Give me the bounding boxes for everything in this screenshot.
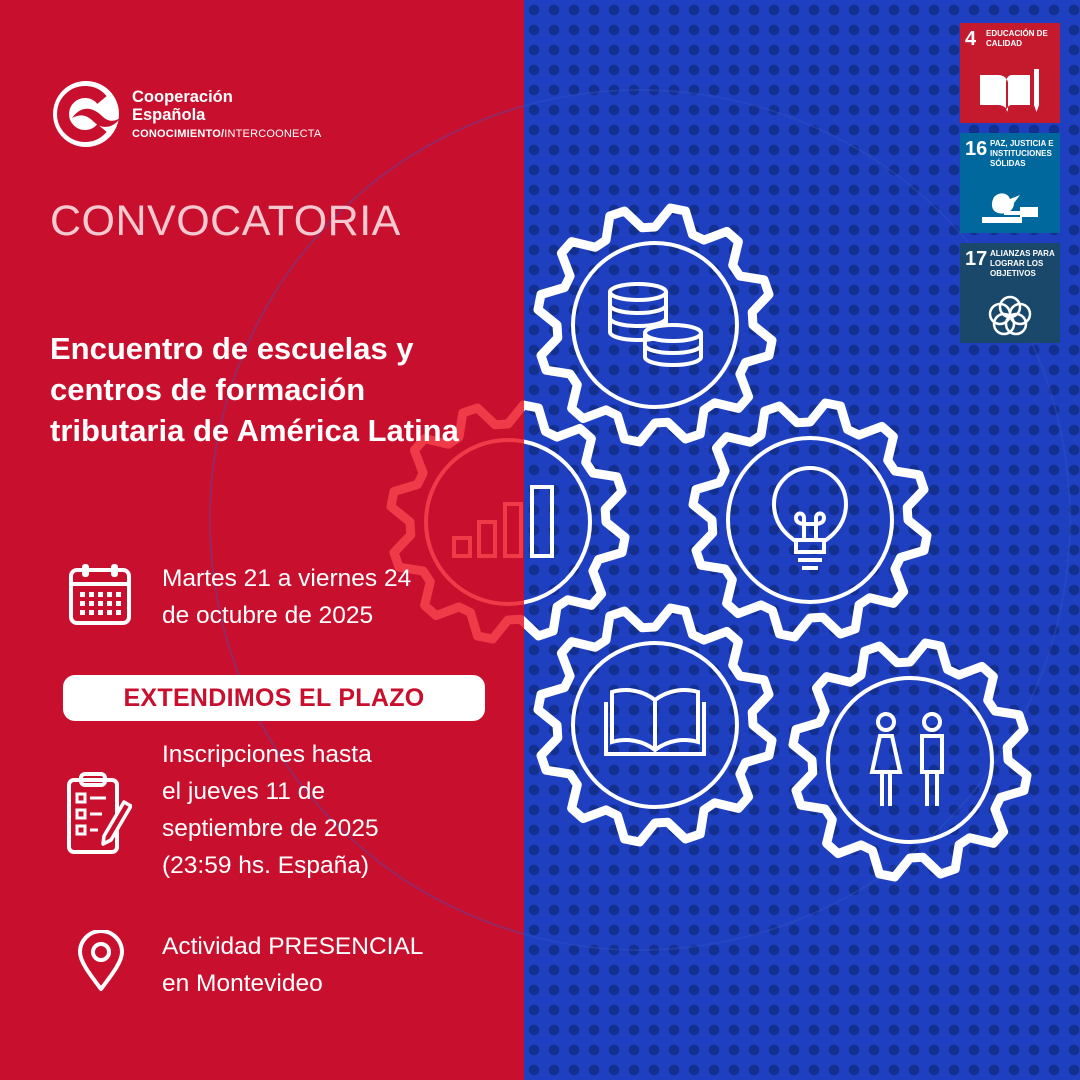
- logo-name-line1: Cooperación: [132, 87, 233, 106]
- sdg-16-badge: [960, 133, 1060, 233]
- cooperacion-espanola-logo: [50, 78, 321, 150]
- open-book-icon: [606, 690, 704, 754]
- event-dates-line2: de octubre de 2025: [162, 602, 374, 629]
- event-title: Encuentro de escuelas y centros de formación tributaria de América Latina: [50, 331, 459, 448]
- logo-sub-regular: INTERCOONECTA: [224, 128, 322, 141]
- calendar-icon: [68, 562, 132, 626]
- registration-line4: (23:59 hs. España): [162, 852, 370, 879]
- coins-icon: [610, 284, 701, 365]
- rings-icon: [974, 293, 1046, 337]
- location-line2: en Montevideo: [162, 970, 323, 997]
- lightbulb-icon: [774, 468, 846, 568]
- registration-line2: el jueves 11 de: [162, 778, 325, 805]
- registration-line3: septiembre de 2025: [162, 815, 379, 842]
- people-gear: [793, 643, 1027, 877]
- registration-deadline: [162, 736, 379, 884]
- sdg-17-number: 17: [965, 248, 988, 270]
- clipboard-icon: [66, 770, 132, 856]
- book-pencil-icon: [974, 65, 1046, 117]
- sdg-17-badge: [960, 243, 1060, 343]
- coins-gear: [538, 208, 772, 442]
- sdg-16-label: PAZ, JUSTICIA E INSTITUCIONES SÓLIDAS: [990, 139, 1054, 168]
- people-icon: [872, 714, 942, 806]
- dove-gavel-icon: [974, 183, 1046, 227]
- logo-name-line2: Española: [132, 105, 206, 124]
- logo-subtitle: [132, 128, 321, 140]
- deadline-extended-badge: EXTENDIMOS EL PLAZO: [63, 675, 485, 721]
- sdg-4-badge: [960, 23, 1060, 123]
- sdg-4-number: 4: [965, 28, 977, 50]
- registration-line1: Inscripciones hasta: [162, 741, 372, 768]
- logo-mark-icon: [50, 78, 122, 150]
- page-heading: CONVOCATORIA: [50, 197, 401, 245]
- book-gear: [538, 608, 772, 842]
- logo-wordmark: [132, 88, 321, 140]
- sdg-17-label: ALIANZAS PARA LOGRAR LOS OBJETIVOS: [990, 249, 1055, 278]
- logo-sub-bold: CONOCIMIENTO/: [132, 128, 225, 141]
- location-pin-icon: [76, 930, 126, 992]
- location-line1: Actividad PRESENCIAL: [162, 933, 424, 960]
- event-dates: [162, 560, 411, 634]
- lightbulb-gear: [693, 403, 927, 637]
- event-dates-line1: Martes 21 a viernes 24: [162, 565, 412, 592]
- sdg-4-label: EDUCACIÓN DE CALIDAD: [986, 29, 1048, 48]
- sdg-16-number: 16: [965, 138, 988, 160]
- event-location: [162, 928, 423, 1002]
